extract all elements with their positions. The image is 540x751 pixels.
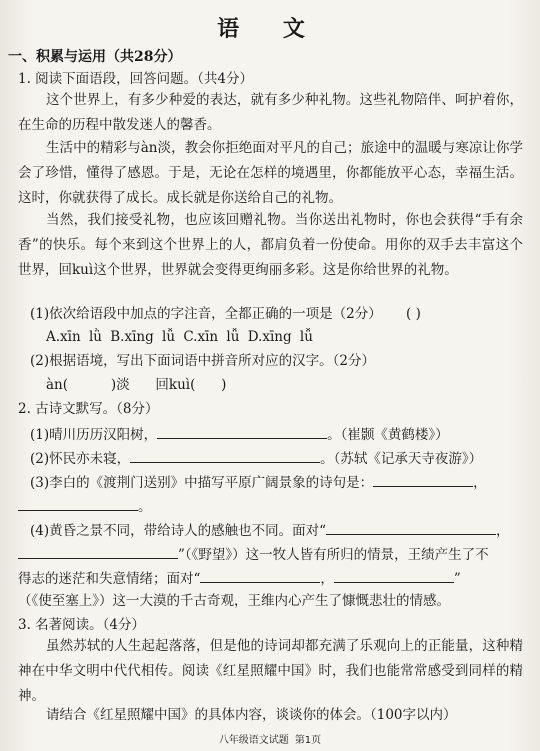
q1-sub2-fill[interactable]: àn( )淡 回kuì( ) xyxy=(46,377,227,393)
q2-item-4-text-c: 得志的迷茫和失意情绪；面对“ xyxy=(18,571,201,587)
q1-sub1-text: (1)依次给语段中加点的字注音，全都正确的一项是（2分） xyxy=(30,306,382,322)
q2-item-4-blank-a[interactable] xyxy=(326,520,496,535)
footer-label: 八年级语文试题 xyxy=(218,735,289,746)
q1-options: A.xīn lǜ B.xīng lǚ C.xīn lǚ D.xīng lǚ xyxy=(46,329,313,345)
q3-paragraph-1: 虽然苏轼的人生起起落落，但是他的诗词却都充满了乐观向上的正能量，这种精神在中华文明中代代相传。阅读《红星照耀中国》时，我们也能常常感受到同样的精神。 xyxy=(18,638,523,704)
q2-item-4-blank-c[interactable] xyxy=(200,568,320,583)
q3-prompt: 请结合《红星照耀中国》的具体内容，谈谈你的体会。（100字以内） xyxy=(46,707,457,723)
q3-heading: 3. 名著阅读。（4分） xyxy=(18,617,146,633)
q1-paragraph-1: 这个世界上，有多少种爱的表达，就有多少种礼物。这些礼物陪伴、呵护着你，在生命的历程中散发迷人的馨香。 xyxy=(18,92,523,133)
q2-item-3-end: 。 xyxy=(138,499,152,515)
q2-item-1-prompt: (1)晴川历历汉阳树， xyxy=(30,427,158,443)
q1-paragraph-3: 当然，我们接受礼物，也应该回赠礼物。当你送出礼物时，你也会获得“手有余香”的快乐。每个来到这个世界上的人，都肩负着一份使命。用你的双手去丰富这个世界，回kuì这个世界，世界就会变得更绚丽多彩。这是你给世界的礼物。 xyxy=(18,212,523,278)
q2-item-1-blank[interactable] xyxy=(157,424,327,439)
q1-paragraph-2: 生活中的精彩与àn淡，教会你拒绝面对平凡的自己；旅途中的温暖与寒凉让你学会了珍惜，懂得了感恩。于是，无论在怎样的境遇里，你都能放平心态，幸福生活。这时，你就获得了成长。成长就是你送给自己的礼物。 xyxy=(18,140,523,206)
q2-heading: 2. 古诗文默写。（8分） xyxy=(18,401,159,417)
q2-item-3-blank-b[interactable] xyxy=(18,496,138,511)
q1-heading: 1. 阅读下面语段，回答问题。（共4分） xyxy=(18,71,254,87)
q2-item-3-comma: ， xyxy=(473,475,487,491)
q2-item-4-prompt: (4)黄昏之景不同，带给诗人的感触也不同。面对“ xyxy=(30,523,327,539)
q1-sub1-answer-paren[interactable]: ( ) xyxy=(406,306,421,322)
q2-item-1 xyxy=(30,424,449,444)
q1-sub2: (2)根据语境，写出下面词语中拼音所对应的汉字。（2分） xyxy=(30,353,375,369)
footer-page-number: 第1页 xyxy=(294,735,322,746)
q2-item-2 xyxy=(30,448,482,468)
q2-item-3-cont xyxy=(18,496,152,516)
q2-item-2-source: 。（苏轼《记承天寺夜游》） xyxy=(320,451,483,467)
q2-item-4-text-b: ”（《野望》）这一牧人皆有所归的情景，王绩产生了不 xyxy=(178,547,489,563)
q2-item-3-blank-a[interactable] xyxy=(373,472,473,487)
q2-item-4-comma: ， xyxy=(496,523,510,539)
section-heading: 一、积累与运用（共28分） xyxy=(8,49,182,65)
q2-item-2-prompt: (2)怀民亦未寝， xyxy=(30,451,131,467)
q2-item-4-blank-b[interactable] xyxy=(18,544,178,559)
q1-sub1 xyxy=(30,305,421,323)
q2-item-3-prompt: (3)李白的《渡荆门送别》中描写平原广阔景象的诗句是： xyxy=(30,475,374,491)
q2-item-1-source: 。（崔颢《黄鹤楼》） xyxy=(327,427,449,443)
q2-item-2-blank[interactable] xyxy=(130,448,320,463)
q2-item-4-blank-d[interactable] xyxy=(334,568,454,583)
q2-item-4 xyxy=(30,520,510,540)
q2-item-4-quote-end: ” xyxy=(453,571,461,587)
q2-item-4-comma-c: ， xyxy=(320,571,334,587)
q2-item-4-line4: （《使至塞上》）这一大漠的千古奇观，王维内心产生了慷慨悲壮的情感。 xyxy=(18,593,450,609)
q2-item-4-line3 xyxy=(18,568,461,588)
page-footer xyxy=(0,731,540,746)
q2-item-3 xyxy=(30,472,487,492)
page-title: 语 文 xyxy=(217,16,323,42)
q2-item-4-line2 xyxy=(18,544,489,564)
